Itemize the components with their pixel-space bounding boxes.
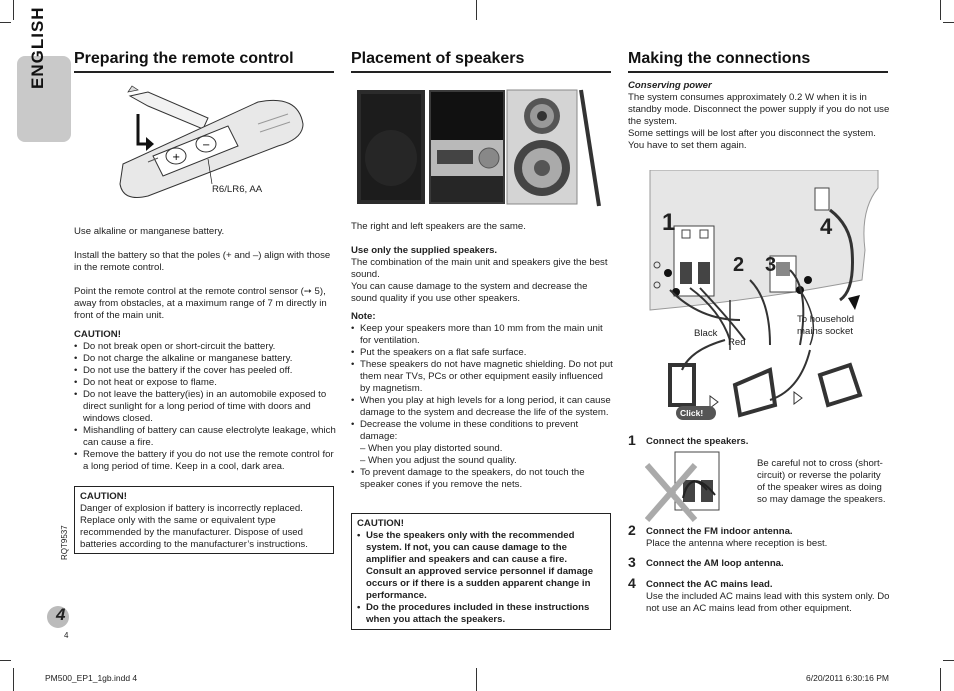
section-title-connections: Making the connections xyxy=(628,50,811,67)
paragraph: The system consumes approximately 0.2 W when it is in standby mode. Disconnect the power supply if you do not use the system. xyxy=(628,92,890,127)
wire-label-red: Red xyxy=(728,337,746,348)
list-item: • These speakers do not have magnetic shielding. Do not put them near TVs, PCs or other equipment easily influenced by magnetism. xyxy=(351,359,613,395)
list-item: • When you play at high levels for a long period, it can cause damage to the system and decrease the life of the system. xyxy=(351,395,613,419)
crop-mark xyxy=(13,668,14,691)
section-rule xyxy=(74,71,334,73)
mains-socket-label: To household mains socket xyxy=(797,314,855,337)
list-item: • To prevent damage to the speakers, do not touch the speaker cones if you remove the nets. xyxy=(351,467,613,491)
crop-mark xyxy=(476,668,477,691)
battery-type-label: R6/LR6, AA xyxy=(212,184,263,195)
paragraph: You can cause damage to the system and decrease the sound quality if you use other speakers. xyxy=(351,281,588,304)
step-text: Use the included AC mains lead with this system only. Do not use an AC mains lead from other equipment. xyxy=(646,591,890,614)
crop-mark xyxy=(940,668,941,691)
paragraph: Use alkaline or manganese battery. xyxy=(74,226,225,237)
conserving-power-section xyxy=(628,80,890,152)
step-number: 3 xyxy=(628,554,636,570)
step-title: Connect the FM indoor antenna. xyxy=(646,526,793,537)
list-item: • Do not heat or expose to flame. xyxy=(74,377,336,389)
caution-text: Danger of explosion if battery is incorrectly replaced. Replace only with the same or equivalent type recommended by the manufacturer. Dispose of used batteries according to the manufacturer’s instructions. xyxy=(80,503,308,550)
diagram-step-3: 3 xyxy=(765,254,777,276)
subheading: Use only the supplied speakers. xyxy=(351,245,498,256)
caution-list xyxy=(357,530,605,626)
crop-mark xyxy=(943,22,954,23)
list-item: • Remove the battery if you do not use the remote control for a long period of time. Keep in a cool, dark area. xyxy=(74,449,336,473)
section-title-speakers: Placement of speakers xyxy=(351,50,525,67)
page-number-badge-text: 4 xyxy=(56,605,66,624)
step-1-warning: Be careful not to cross (short-circuit) or reverse the polarity of the speaker wires as doing so may damage the speakers. xyxy=(757,458,886,505)
step-title: Connect the AM loop antenna. xyxy=(646,558,784,569)
crop-mark xyxy=(0,22,11,23)
caution-list xyxy=(74,341,336,473)
svg-text:−: − xyxy=(202,140,211,151)
diagram-step-4: 4 xyxy=(820,214,833,239)
section-title-remote: Preparing the remote control xyxy=(74,50,294,67)
caution-heading: CAUTION! xyxy=(357,518,404,529)
diagram-step-2: 2 xyxy=(733,254,745,276)
list-item: • Do not leave the battery(ies) in an automobile exposed to direct sunlight for a long period of time with doors and windows closed. xyxy=(74,389,336,425)
conserving-heading: Conserving power xyxy=(628,80,712,91)
remote-instructions xyxy=(74,226,336,473)
paragraph: The combination of the main unit and speakers give the best sound. xyxy=(351,257,608,280)
crop-mark xyxy=(940,0,941,20)
language-tab-label: ENGLISH xyxy=(28,6,47,89)
list-item: • Mishandling of battery can cause electrolyte leakage, which can cause a fire. xyxy=(74,425,336,449)
list-item: • Do not use the battery if the cover has peeled off. xyxy=(74,365,336,377)
step-title: Connect the AC mains lead. xyxy=(646,579,773,590)
step-number: 4 xyxy=(628,575,636,591)
paragraph: Install the battery so that the poles (+ and –) align with those in the remote control. xyxy=(74,250,331,273)
remote-battery-illustration xyxy=(108,84,308,204)
page-number-badge xyxy=(47,606,69,628)
click-label: Click! xyxy=(680,408,704,418)
note-list xyxy=(351,323,613,491)
connection-step-3 xyxy=(628,554,890,570)
speaker-placement-text xyxy=(351,221,613,491)
crop-mark xyxy=(13,0,14,20)
connection-step-4 xyxy=(628,575,890,615)
list-item: • Use the speakers only with the recommended system. If not, you can cause damage to the amplifier and speakers and can cause a fire. Consult an approved service personnel if damage occurs or if there is a sudden apparent change in performance. xyxy=(357,530,605,602)
caution-heading: CAUTION! xyxy=(80,491,127,502)
footer-timestamp: 6/20/2011 6:30:16 PM xyxy=(806,673,890,683)
crop-mark xyxy=(0,660,11,661)
section-rule xyxy=(351,71,611,73)
footer-filename: PM500_EP1_1gb.indd 4 xyxy=(45,673,138,683)
connections-diagram xyxy=(640,170,890,425)
speaker-caution-box xyxy=(351,513,611,630)
note-heading: Note: xyxy=(351,311,376,322)
language-tab xyxy=(17,6,71,142)
svg-text:+: + xyxy=(172,152,181,163)
step-number: 2 xyxy=(628,522,636,538)
page-number: 4 xyxy=(64,631,69,640)
paragraph: Point the remote control at the remote control sensor (➙ 5), away from obstacles, at a maximum range of 7 m directly in front of the main unit. xyxy=(74,286,327,321)
crop-mark xyxy=(943,660,954,661)
list-item: • Do not charge the alkaline or manganese battery. xyxy=(74,353,336,365)
paragraph: The right and left speakers are the same. xyxy=(351,221,526,232)
paragraph: Some settings will be lost after you disconnect the system. You have to set them again. xyxy=(628,128,876,151)
list-item: • Put the speakers on a flat safe surface. xyxy=(351,347,613,359)
incorrect-wiring-illustration xyxy=(645,450,740,525)
step-text: Place the antenna where reception is best. xyxy=(646,538,828,549)
section-rule xyxy=(628,71,888,73)
step-number: 1 xyxy=(628,432,636,448)
list-item: • Keep your speakers more than 10 mm from the main unit for ventilation. xyxy=(351,323,613,347)
list-item: • Decrease the volume in these conditions to prevent damage: – When you play distorted sound. – When you adjust the sound quality. xyxy=(351,419,613,467)
step-title: Connect the speakers. xyxy=(646,436,749,447)
connection-step-2 xyxy=(628,522,890,550)
connection-step-1 xyxy=(628,432,890,448)
crop-mark xyxy=(476,0,477,20)
battery-caution-box xyxy=(74,486,334,554)
list-item: • Do not break open or short-circuit the battery. xyxy=(74,341,336,353)
diagram-step-1: 1 xyxy=(662,209,676,236)
list-item: • Do the procedures included in these instructions when you attach the speakers. xyxy=(357,602,605,626)
speaker-system-photo xyxy=(357,88,609,208)
caution-heading: CAUTION! xyxy=(74,329,121,340)
document-code: RQT9537 xyxy=(60,525,69,560)
wire-label-black: Black xyxy=(694,328,718,339)
